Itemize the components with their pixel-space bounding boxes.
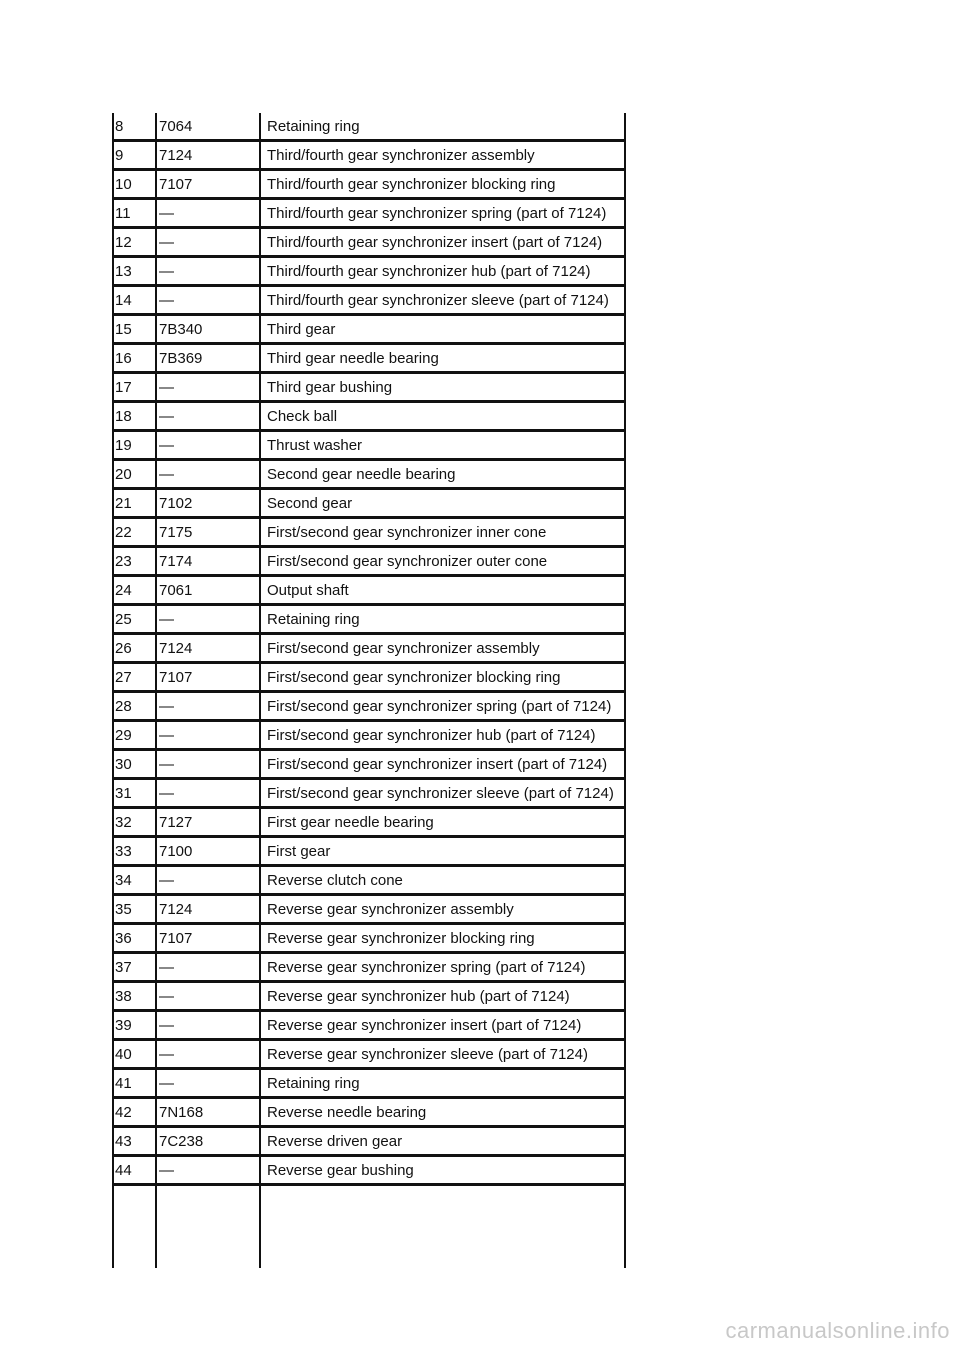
table-row [112,866,626,895]
part-number-cell: — [156,460,260,489]
item-number-cell: 17 [112,373,156,402]
table-row [112,663,626,692]
table-row [112,1069,626,1098]
part-number-cell: 7124 [156,141,260,170]
item-number-cell: 10 [112,170,156,199]
part-number-cell: — [156,1011,260,1040]
item-number-cell: 36 [112,924,156,953]
parts-table-body [112,113,626,1213]
item-number-cell: 20 [112,460,156,489]
part-number-cell: — [156,373,260,402]
description-cell: Retaining ring [260,605,626,634]
item-number-cell: 9 [112,141,156,170]
empty-cell [112,1185,156,1214]
part-number-cell: 7B369 [156,344,260,373]
item-number-cell: 18 [112,402,156,431]
part-number-cell: — [156,779,260,808]
item-number-cell: 22 [112,518,156,547]
description-cell: Reverse gear synchronizer insert (part of 7124) [260,1011,626,1040]
description-cell: Retaining ring [260,113,626,141]
table-row [112,170,626,199]
watermark: carmanualsonline.info [725,1318,950,1343]
item-number-cell: 30 [112,750,156,779]
description-cell: First/second gear synchronizer blocking ring [260,663,626,692]
description-cell: Output shaft [260,576,626,605]
table-row [112,779,626,808]
part-number-cell: 7102 [156,489,260,518]
table-row [112,402,626,431]
table-row [112,1011,626,1040]
table-row [112,808,626,837]
part-number-cell: — [156,1040,260,1069]
description-cell: First gear [260,837,626,866]
item-number-cell: 29 [112,721,156,750]
table-row [112,750,626,779]
table-row-empty [112,1185,626,1214]
description-cell: First/second gear synchronizer hub (part of 7124) [260,721,626,750]
table-row [112,576,626,605]
table-row [112,605,626,634]
table-row [112,199,626,228]
description-cell: Third/fourth gear synchronizer sleeve (part of 7124) [260,286,626,315]
parts-table [112,113,626,1213]
table-row [112,489,626,518]
part-number-cell: — [156,228,260,257]
description-cell: Reverse gear synchronizer sleeve (part of 7124) [260,1040,626,1069]
item-number-cell: 35 [112,895,156,924]
part-number-cell: — [156,1156,260,1185]
part-number-cell: — [156,605,260,634]
table-row [112,518,626,547]
item-number-cell: 13 [112,257,156,286]
part-number-cell: — [156,692,260,721]
item-number-cell: 25 [112,605,156,634]
description-cell: Second gear [260,489,626,518]
item-number-cell: 8 [112,113,156,141]
part-number-cell: — [156,982,260,1011]
item-number-cell: 19 [112,431,156,460]
description-cell: Reverse gear synchronizer hub (part of 7124) [260,982,626,1011]
part-number-cell: 7174 [156,547,260,576]
part-number-cell: — [156,286,260,315]
item-number-cell: 31 [112,779,156,808]
part-number-cell: — [156,199,260,228]
table-row [112,692,626,721]
column-divider-2 [259,113,261,1268]
description-cell: First/second gear synchronizer inner cone [260,518,626,547]
description-cell: Reverse gear synchronizer blocking ring [260,924,626,953]
description-cell: Third/fourth gear synchronizer spring (part of 7124) [260,199,626,228]
table-row [112,344,626,373]
table-right-border [624,113,626,1268]
part-number-cell: 7127 [156,808,260,837]
part-number-cell: 7107 [156,924,260,953]
item-number-cell: 42 [112,1098,156,1127]
column-divider-1 [155,113,157,1268]
item-number-cell: 39 [112,1011,156,1040]
item-number-cell: 21 [112,489,156,518]
description-cell: Third gear [260,315,626,344]
table-row [112,431,626,460]
table-row [112,257,626,286]
item-number-cell: 40 [112,1040,156,1069]
part-number-cell: 7107 [156,663,260,692]
table-row [112,228,626,257]
item-number-cell: 44 [112,1156,156,1185]
description-cell: First gear needle bearing [260,808,626,837]
part-number-cell: 7175 [156,518,260,547]
part-number-cell: — [156,1069,260,1098]
table-row [112,1127,626,1156]
description-cell: Reverse gear synchronizer assembly [260,895,626,924]
item-number-cell: 26 [112,634,156,663]
description-cell: First/second gear synchronizer insert (part of 7124) [260,750,626,779]
table-row [112,895,626,924]
item-number-cell: 28 [112,692,156,721]
description-cell: Reverse gear bushing [260,1156,626,1185]
empty-cell [156,1185,260,1214]
item-number-cell: 12 [112,228,156,257]
table-row [112,634,626,663]
description-cell: Check ball [260,402,626,431]
item-number-cell: 11 [112,199,156,228]
item-number-cell: 34 [112,866,156,895]
table-row [112,1040,626,1069]
part-number-cell: 7100 [156,837,260,866]
item-number-cell: 37 [112,953,156,982]
parts-table-container [112,113,626,1213]
part-number-cell: — [156,866,260,895]
part-number-cell: 7124 [156,634,260,663]
item-number-cell: 23 [112,547,156,576]
part-number-cell: — [156,750,260,779]
table-left-border [112,113,114,1268]
description-cell: Reverse needle bearing [260,1098,626,1127]
description-cell: Third gear needle bearing [260,344,626,373]
description-cell: Third/fourth gear synchronizer assembly [260,141,626,170]
part-number-cell: — [156,721,260,750]
description-cell: Third gear bushing [260,373,626,402]
item-number-cell: 24 [112,576,156,605]
table-row [112,982,626,1011]
description-cell: Third/fourth gear synchronizer insert (part of 7124) [260,228,626,257]
table-row [112,837,626,866]
table-row [112,721,626,750]
table-row [112,315,626,344]
description-cell: First/second gear synchronizer assembly [260,634,626,663]
description-cell: First/second gear synchronizer outer cone [260,547,626,576]
description-cell: First/second gear synchronizer spring (part of 7124) [260,692,626,721]
empty-cell [260,1185,626,1214]
table-row [112,547,626,576]
item-number-cell: 41 [112,1069,156,1098]
description-cell: Thrust washer [260,431,626,460]
table-row [112,460,626,489]
description-cell: Reverse gear synchronizer spring (part of 7124) [260,953,626,982]
part-number-cell: 7124 [156,895,260,924]
table-row [112,1156,626,1185]
part-number-cell: 7064 [156,113,260,141]
description-cell: Reverse clutch cone [260,866,626,895]
item-number-cell: 38 [112,982,156,1011]
table-row [112,113,626,141]
part-number-cell: — [156,257,260,286]
description-cell: Third/fourth gear synchronizer hub (part of 7124) [260,257,626,286]
part-number-cell: — [156,402,260,431]
table-row [112,953,626,982]
table-row [112,1098,626,1127]
table-row [112,286,626,315]
description-cell: Retaining ring [260,1069,626,1098]
part-number-cell: 7107 [156,170,260,199]
item-number-cell: 16 [112,344,156,373]
table-row [112,141,626,170]
description-cell: Third/fourth gear synchronizer blocking ring [260,170,626,199]
part-number-cell: 7B340 [156,315,260,344]
part-number-cell: — [156,953,260,982]
item-number-cell: 14 [112,286,156,315]
description-cell: Reverse driven gear [260,1127,626,1156]
description-cell: Second gear needle bearing [260,460,626,489]
part-number-cell: — [156,431,260,460]
item-number-cell: 15 [112,315,156,344]
item-number-cell: 43 [112,1127,156,1156]
part-number-cell: 7N168 [156,1098,260,1127]
item-number-cell: 27 [112,663,156,692]
item-number-cell: 33 [112,837,156,866]
description-cell: First/second gear synchronizer sleeve (part of 7124) [260,779,626,808]
part-number-cell: 7C238 [156,1127,260,1156]
table-row [112,373,626,402]
table-row [112,924,626,953]
item-number-cell: 32 [112,808,156,837]
part-number-cell: 7061 [156,576,260,605]
